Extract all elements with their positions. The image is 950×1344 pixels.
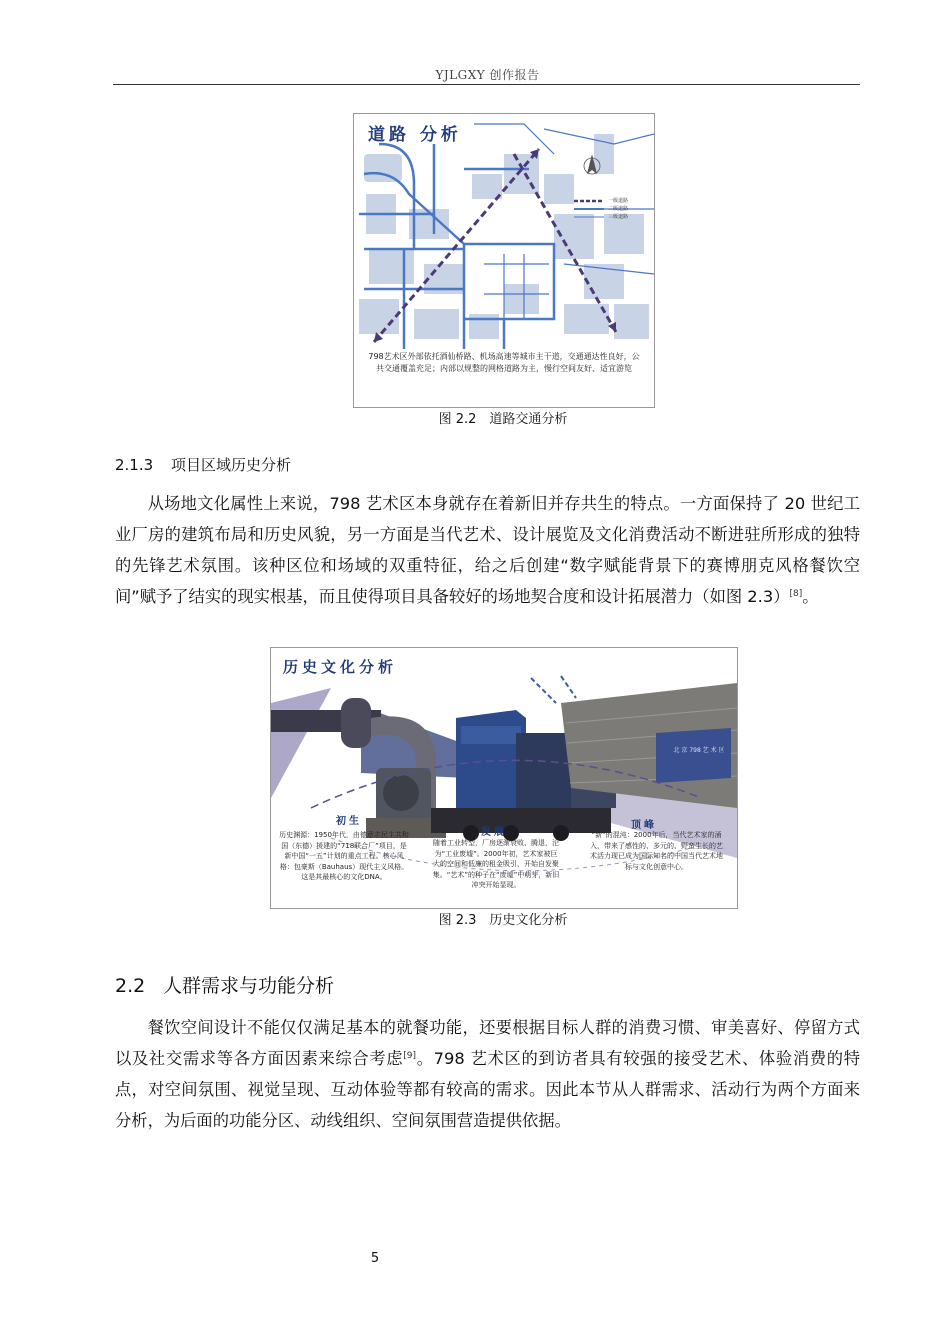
road-figure-description: 798艺术区外部依托酒仙桥路、机场高速等城市主干道，交通通达性良好，公共交通覆盖充足；内部以规整的网格道路为主，慢行空间友好、适宜游览 bbox=[368, 352, 640, 373]
section-2-2-paragraph bbox=[115, 1012, 860, 1136]
citation-9: [9] bbox=[403, 1051, 417, 1061]
plaque-text: 北 京 798 艺 术 区 bbox=[673, 747, 725, 754]
paragraph-tail: 。 bbox=[802, 587, 819, 606]
section-2-1-3-heading bbox=[115, 454, 291, 475]
figure-2-3-caption: 图 2.3 历史文化分析 bbox=[438, 913, 568, 928]
stage-title-birth: 初生 bbox=[336, 816, 362, 827]
history-figure-title: 历史文化分析 bbox=[283, 658, 398, 676]
page-number: 5 bbox=[370, 1251, 380, 1266]
road-map-graphic bbox=[354, 114, 654, 349]
section-2-2-heading bbox=[115, 971, 334, 998]
road-legend bbox=[608, 197, 628, 221]
paragraph-text-b: 。798 艺术区的到访者具有较强的接受艺术、体验消费的特点，对空间氛围、视觉呈现、互动体验等都有较高的需求。因此本节从人群需求、活动行为两个方面来分析，为后面的功能分区、动线组织、空间氛围营造提供依据。 bbox=[115, 1049, 860, 1130]
stage-title-peak: 顶峰 bbox=[631, 820, 657, 831]
legend-item-secondary: 二级道路 bbox=[608, 206, 629, 212]
section-number: 2.1.3 bbox=[115, 456, 154, 474]
paragraph-text: 从场地文化属性上来说，798 艺术区本身就存在着新旧并存共生的特点。一方面保持了 20 世纪工业厂房的建筑布局和历史风貌，另一方面是当代艺术、设计展览及文化消费活动不断进驻所形成的独特的先锋艺术氛围。该种区位和场域的双重特征，给之后创建“数字赋能背景下的赛博朋克风格餐饮空间”赋予了结实的现实根基，而且使得项目具备较好的场地契合度和设计拓展潜力（如图 2.3） bbox=[115, 494, 860, 606]
figure-2-2-caption: 图 2.2 道路交通分析 bbox=[438, 412, 568, 427]
stage-title-development: 发展 bbox=[481, 827, 507, 838]
section-2-1-3-paragraph bbox=[115, 488, 860, 612]
citation-8: [8] bbox=[789, 589, 803, 599]
stage-text-birth: 历史渊源：1950年代，由德意志民主共和国（东德）援建的“718联合厂”项目，是新中国“一五”计划的重点工程。核心风格：包豪斯（Bauhaus）现代主义风格。这是其最核心的文化DNA。 bbox=[279, 831, 409, 881]
legend-item-primary: 一级道路 bbox=[608, 198, 629, 204]
legend-item-tertiary: 三级道路 bbox=[608, 214, 629, 220]
history-analysis-figure bbox=[270, 647, 738, 909]
road-analysis-figure bbox=[353, 113, 655, 408]
section-title: 人群需求与功能分析 bbox=[163, 975, 335, 997]
road-figure-title: 道路 分析 bbox=[368, 125, 462, 145]
section-title: 项目区域历史分析 bbox=[171, 456, 292, 474]
header-rule bbox=[113, 84, 860, 85]
stage-text-development: 随着工业转型，厂房逐渐衰败、腾退，沦为“工业废墟”。2000年初，艺术家被巨大的空间和低廉的租金吸引，开始自发聚集。“艺术”的种子在“废墟”中萌芽，新旧冲突开始显现。 bbox=[432, 839, 560, 889]
paragraph-text-a: 餐饮空间设计不能仅仅满足基本的就餐功能，还要根据目标人群的消费习惯、审美喜好、停留方式以及社交需求等各方面因素来综合考虑 bbox=[115, 1018, 860, 1068]
section-number: 2.2 bbox=[115, 975, 146, 997]
stage-text-peak: “新”的混沌：2000年后，当代艺术家的涌入，带来了感性的、多元的、野蛮生长的艺术活力现已成为国际知名的中国当代艺术地标与文化创意中心。 bbox=[590, 831, 723, 871]
page-header: YJLGXY 创作报告 bbox=[435, 68, 540, 82]
